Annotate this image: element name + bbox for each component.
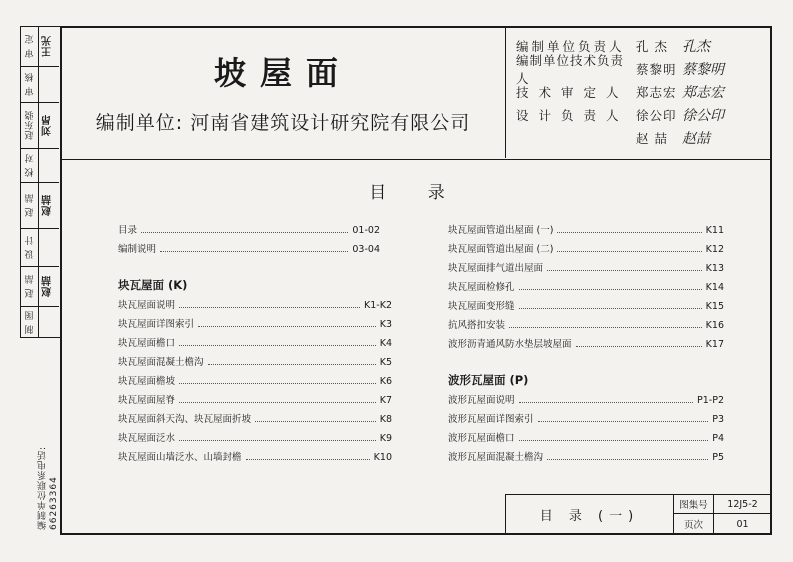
toc-entry-page: K10 [373, 452, 392, 463]
toc-entry-title: 波形沥青通风防水垫层坡屋面 [448, 339, 572, 350]
responsible-row [516, 103, 724, 126]
strip-label: 赵东骁 [25, 110, 36, 141]
responsible-role: 编制单位负责人 [516, 38, 625, 54]
title-area [60, 26, 506, 158]
toc-entry-page: 03-04 [352, 244, 380, 255]
toc-entry-page: P1-P2 [697, 395, 724, 406]
responsible-role: 技术审定人 [516, 84, 629, 100]
toc-entry[interactable] [448, 336, 724, 350]
toc-entry-page: K15 [705, 301, 724, 312]
responsible-row [516, 80, 724, 103]
signature-strip [20, 26, 60, 338]
leader-dots [576, 346, 702, 347]
strip-row [21, 267, 59, 307]
toc-entry-page: K5 [379, 357, 392, 368]
responsible-signature: 徐公印 [682, 107, 724, 124]
toc-entry-title: 块瓦屋面山墙泛水、山墙封檐 [118, 452, 242, 463]
footer-title-block [505, 494, 772, 535]
responsible-row [516, 52, 724, 86]
toc-entry-title: 块瓦屋面排气道出屋面 [448, 263, 544, 274]
leader-dots [246, 459, 370, 460]
strip-label: 赵 喆 [25, 193, 36, 218]
toc-entry[interactable] [448, 241, 724, 255]
responsible-name: 赵 喆 [636, 130, 668, 146]
toc-entry[interactable] [448, 430, 724, 444]
leader-dots [509, 327, 702, 328]
toc-entry-title: 波形瓦屋面详图索引 [448, 414, 534, 425]
toc-entry-title: 块瓦屋面檐口 [118, 338, 176, 349]
leader-dots [179, 345, 376, 346]
strip-signature [39, 67, 57, 102]
toc-entry[interactable] [118, 373, 392, 387]
toc-entry[interactable] [118, 449, 392, 463]
leader-dots [519, 402, 694, 403]
toc-entry[interactable] [118, 297, 392, 311]
responsible-name: 徐公印 [636, 107, 677, 123]
toc-entry-title: 块瓦屋面管道出屋面 (二) [448, 244, 554, 255]
leader-dots [519, 440, 709, 441]
strip-signature [39, 307, 57, 337]
toc-entry[interactable] [118, 316, 392, 330]
toc-title: 目 录 [369, 183, 463, 203]
toc-entry-page: K14 [705, 282, 724, 293]
leader-dots [255, 421, 376, 422]
responsible-signature: 郑志宏 [682, 84, 724, 101]
strip-label: 制 图 [25, 310, 36, 334]
toc-entry-title: 块瓦屋面变形缝 [448, 301, 515, 312]
toc-entry-title: 块瓦屋面管道出屋面 (一) [448, 225, 554, 236]
leader-dots [557, 251, 701, 252]
toc-entry-title: 块瓦屋面混凝土檐沟 [118, 357, 204, 368]
strip-row [21, 103, 59, 149]
strip-label: 校 对 [25, 153, 36, 178]
toc-entry-page: K3 [379, 319, 392, 330]
strip-row [21, 229, 59, 267]
toc-entry[interactable] [448, 298, 724, 312]
leader-dots [519, 308, 702, 309]
strip-row [21, 149, 59, 183]
toc-entry[interactable] [118, 335, 392, 349]
leader-dots [208, 364, 376, 365]
strip-label: 赵 喆 [25, 274, 36, 299]
toc-entry-title: 块瓦屋面泛水 [118, 433, 176, 444]
toc-entry[interactable] [448, 260, 724, 274]
toc-entry[interactable] [118, 411, 392, 425]
section-heading-k: 块瓦屋面 (K) [118, 278, 188, 292]
toc-entry-title: 编制说明 [118, 244, 157, 255]
toc-entry-page: K8 [379, 414, 392, 425]
section-heading-p: 波形瓦屋面 (P) [448, 373, 529, 387]
toc-entry[interactable] [448, 222, 724, 236]
responsible-name: 孔 杰 [636, 38, 668, 54]
toc-entry-title: 块瓦屋面屋脊 [118, 395, 176, 406]
toc-entry-page: K12 [705, 244, 724, 255]
toc-entry-title: 块瓦屋面详图索引 [118, 319, 195, 330]
leader-dots [141, 232, 348, 233]
responsible-role: 编制单位技术负责人 [516, 52, 625, 86]
responsible-signature: 蔡黎明 [682, 61, 724, 78]
toc-entry-title: 波形瓦屋面檐口 [448, 433, 515, 444]
leader-dots [179, 440, 376, 441]
toc-entry-page: 01-02 [352, 225, 380, 236]
responsible-row [516, 126, 724, 149]
leader-dots [198, 326, 376, 327]
contact-phone: 编制单位联系电话: 66263364 [38, 445, 59, 530]
atlas-number: 12J5-2 [714, 495, 771, 514]
page-label: 页次 [674, 514, 714, 534]
toc-right-column [448, 222, 724, 462]
leader-dots [179, 402, 376, 403]
strip-signature: 刘昂 [42, 114, 54, 137]
responsible-name: 郑志宏 [636, 84, 677, 100]
toc-left-column [118, 222, 392, 463]
sheet-name: 目 录 (一) [506, 495, 674, 534]
toc-entry-title: 波形瓦屋面说明 [448, 395, 515, 406]
strip-signature: 王光 [42, 35, 54, 58]
toc-entry-page: K1-K2 [364, 300, 392, 311]
responsible-signature: 赵喆 [682, 130, 710, 147]
strip-signature: 赵喆 [42, 275, 54, 298]
title-block [60, 26, 772, 160]
responsible-role: 设计负责人 [516, 107, 629, 123]
strip-signature [39, 229, 57, 266]
leader-dots [538, 421, 709, 422]
toc-entry-page: K4 [379, 338, 392, 349]
page-title: 坡屋面 [213, 54, 352, 92]
toc-entry-title: 波形瓦屋面混凝土檐沟 [448, 452, 544, 463]
toc-entry[interactable] [448, 449, 724, 463]
strip-row [21, 27, 59, 67]
responsible-name: 蔡黎明 [636, 61, 677, 77]
responsible-list [516, 34, 724, 149]
strip-row [21, 307, 59, 337]
toc-entry-page: K7 [379, 395, 392, 406]
toc-entry[interactable] [448, 317, 724, 331]
strip-label: 设 计 [25, 235, 36, 260]
toc-entry-page: K6 [379, 376, 392, 387]
leader-dots [179, 307, 360, 308]
leader-dots [160, 251, 348, 252]
toc-entry-title: 抗风搭扣安装 [448, 320, 506, 331]
strip-label: 审 核 [25, 72, 36, 97]
leader-dots [557, 232, 701, 233]
strip-label: 审 定 [25, 34, 36, 59]
toc-entry[interactable] [448, 279, 724, 293]
toc-entry-page: K13 [705, 263, 724, 274]
toc-entry-title: 块瓦屋面说明 [118, 300, 176, 311]
toc-entry-title: 块瓦屋面检修孔 [448, 282, 515, 293]
leader-dots [179, 383, 376, 384]
toc-entry[interactable] [118, 430, 392, 444]
toc-entry[interactable] [448, 392, 724, 406]
toc-entry-page: K11 [705, 225, 724, 236]
toc-entry-page: P5 [712, 452, 724, 463]
toc-entry-title: 块瓦屋面斜天沟、块瓦屋面折坡 [118, 414, 252, 425]
organization: 编制单位: 河南省建筑设计研究院有限公司 [95, 112, 471, 134]
leader-dots [547, 459, 708, 460]
toc-entry-title: 块瓦屋面檐坡 [118, 376, 176, 387]
strip-row [21, 183, 59, 229]
toc-entry-page: P4 [712, 433, 724, 444]
toc-entry[interactable] [118, 222, 380, 236]
responsible-signature: 孔杰 [682, 38, 710, 55]
strip-signature [39, 149, 57, 182]
toc-entry[interactable] [118, 241, 380, 255]
leader-dots [547, 270, 702, 271]
toc-entry-page: P3 [712, 414, 724, 425]
toc-entry-page: K16 [705, 320, 724, 331]
toc-entry[interactable] [448, 411, 724, 425]
strip-signature: 赵喆 [42, 194, 54, 217]
toc-entry-page: K9 [379, 433, 392, 444]
toc-entry[interactable] [118, 354, 392, 368]
toc-entry-title: 目录 [118, 225, 138, 236]
strip-row [21, 67, 59, 103]
toc-entry[interactable] [118, 392, 392, 406]
toc-entry-page: K17 [705, 339, 724, 350]
page-number: 01 [736, 518, 749, 530]
leader-dots [519, 289, 702, 290]
atlas-label: 图集号 [674, 495, 714, 514]
